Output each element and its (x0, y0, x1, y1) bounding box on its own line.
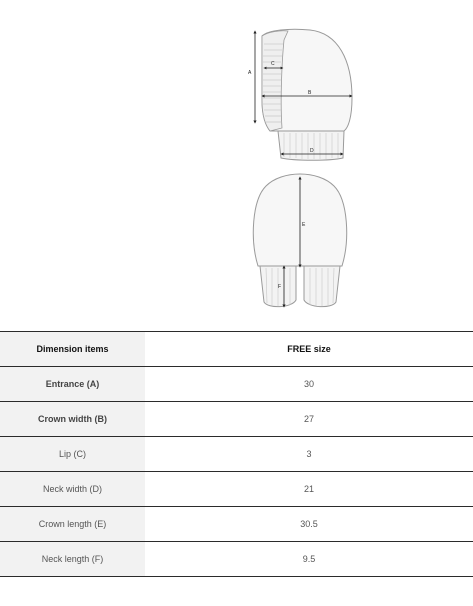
row-label: Entrance (A) (0, 367, 145, 402)
row-value: 27 (145, 402, 473, 437)
label-a: A (248, 70, 252, 76)
size-table (0, 331, 473, 577)
table-row (0, 367, 473, 402)
row-label: Crown length (E) (0, 507, 145, 542)
row-value: 30 (145, 367, 473, 402)
label-f: F (278, 284, 282, 290)
row-value: 21 (145, 472, 473, 507)
row-value: 30.5 (145, 507, 473, 542)
side-view-figure (248, 29, 352, 160)
table-header-row (0, 332, 473, 367)
label-d: D (310, 148, 314, 154)
row-label: Lip (C) (0, 437, 145, 472)
table-row (0, 472, 473, 507)
back-view-figure (253, 174, 346, 307)
label-e: E (302, 222, 306, 228)
label-b: B (308, 90, 312, 96)
header-free-size: FREE size (145, 332, 473, 367)
row-label: Neck width (D) (0, 472, 145, 507)
row-label: Crown width (B) (0, 402, 145, 437)
table-row (0, 507, 473, 542)
table-row (0, 402, 473, 437)
table-row (0, 437, 473, 472)
table-row (0, 542, 473, 577)
row-value: 9.5 (145, 542, 473, 577)
label-c: C (271, 61, 275, 67)
header-dimension-items: Dimension items (0, 332, 145, 367)
row-value: 3 (145, 437, 473, 472)
row-label: Neck length (F) (0, 542, 145, 577)
